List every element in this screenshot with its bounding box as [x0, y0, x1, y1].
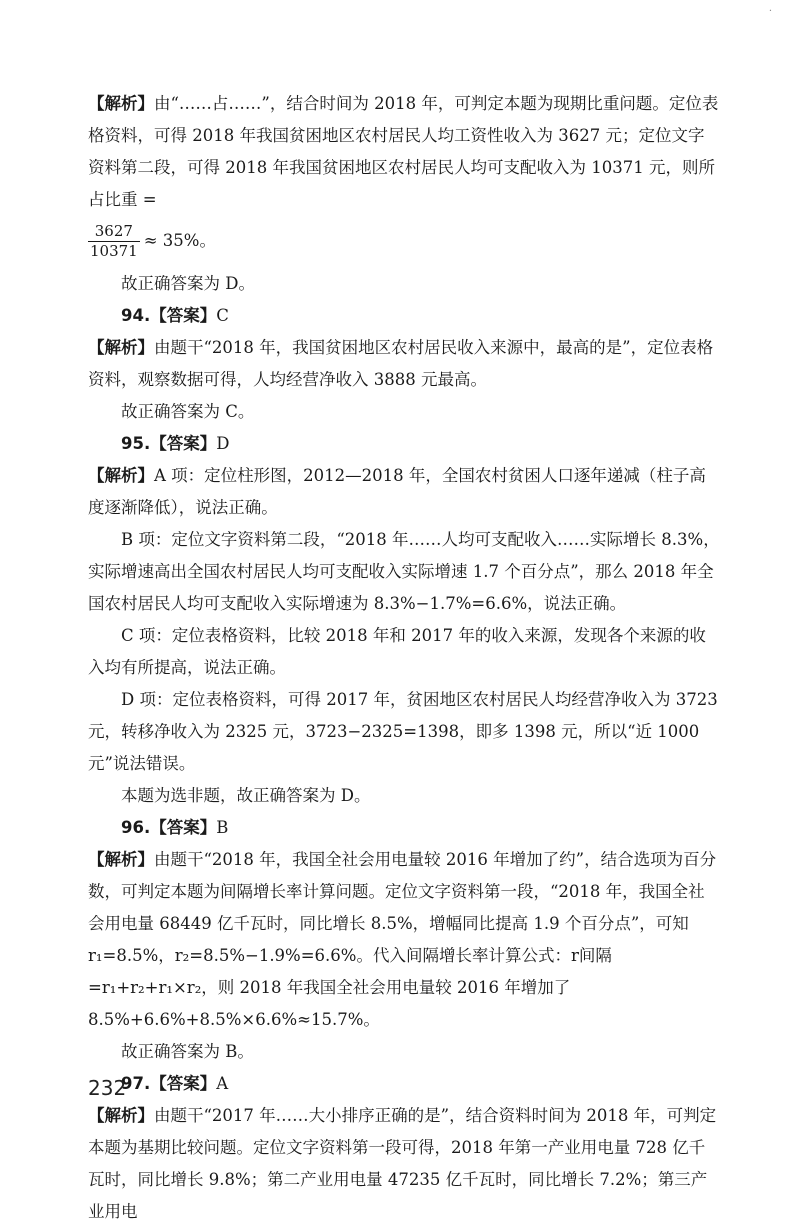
answer-label: 95.【答案】: [121, 434, 217, 453]
analysis-paragraph-96: [88, 844, 720, 1036]
analysis-text-a: A 项：定位柱形图，2012—2018 年，全国农村贫困人口逐年递减（柱子高度逐渐降低），说法正确。: [88, 466, 706, 517]
analysis-label: 【解析】: [88, 338, 154, 357]
answer-96: [88, 812, 720, 844]
answer-label: 96.【答案】: [121, 818, 217, 837]
analysis-text-d: D 项：定位表格资料，可得 2017 年，贫困地区农村居民人均经营净收入为 3723 元，转移净收入为 2325 元，3723−2325=1398，即多 1398 元，所以“近 1000 元”说法错误。: [88, 690, 718, 773]
analysis-text-c: C 项：定位表格资料，比较 2018 年和 2017 年的收入来源，发现各个来源的收入均有所提高，说法正确。: [88, 626, 706, 677]
fraction-result: ≈ 35%。: [143, 231, 216, 250]
analysis-paragraph-97: [88, 1100, 720, 1228]
analysis-paragraph-93: [88, 88, 720, 216]
answer-95: [88, 428, 720, 460]
analysis-label: 【解析】: [88, 850, 154, 869]
conclusion-94: 故正确答案为 C。: [121, 402, 255, 421]
analysis-paragraph-95: [88, 460, 720, 524]
analysis-text: 由题干“2018 年，我国贫困地区农村居民收入来源中，最高的是”，定位表格资料，观察数据可得，人均经营净收入 3888 元最高。: [88, 338, 714, 389]
corner-mark: ·: [768, 6, 772, 17]
analysis-label: 【解析】: [88, 94, 154, 113]
fraction-numerator: 3627: [94, 221, 133, 240]
ratio-formula: [88, 218, 720, 264]
fraction: [88, 222, 140, 261]
analysis-text: 由题干“2017 年……大小排序正确的是”，结合资料时间为 2018 年，可判定本题为基期比较问题。定位文字资料第一段可得，2018 年第一产业用电量 728 亿千瓦时，同比增长 9.8%；第二产业用电量 47235 亿千瓦时，同比增长 7.2%；第三产业用电: [88, 1106, 717, 1221]
conclusion-95: 本题为选非题，故正确答案为 D。: [121, 786, 371, 805]
answer-label: 94.【答案】: [121, 306, 217, 325]
conclusion-96: 故正确答案为 B。: [121, 1042, 254, 1061]
analysis-text-b: B 项：定位文字资料第二段，“2018 年……人均可支配收入……实际增长 8.3%，实际增速高出全国农村居民人均可支配收入实际增速 1.7 个百分点”，那么 2018 年全国农村居民人均可支配收入实际增速为 8.3%−1.7%=6.6%，说法正确。: [88, 530, 720, 613]
answer-label: 97.【答案】: [121, 1074, 217, 1093]
page-number: 232: [88, 1076, 127, 1100]
conclusion-93: 故正确答案为 D。: [121, 274, 255, 293]
analysis-label: 【解析】: [88, 466, 154, 485]
answer-value: C: [216, 306, 229, 325]
fraction-denominator: 10371: [90, 241, 138, 260]
analysis-text: 由“……占……”，结合时间为 2018 年，可判定本题为现期比重问题。定位表格资料，可得 2018 年我国贫困地区农村居民人均工资性收入为 3627 元；定位文字资料第二段，可得 2018 年我国贫困地区农村居民人均可支配收入为 10371 元，则所占比重 =: [88, 94, 719, 209]
document-page: [88, 88, 720, 1228]
analysis-label: 【解析】: [88, 1106, 154, 1125]
answer-97: [88, 1068, 720, 1100]
answer-value: D: [216, 434, 230, 453]
analysis-paragraph-94: [88, 332, 720, 396]
answer-value: A: [216, 1074, 229, 1093]
analysis-text: 由题干“2018 年，我国全社会用电量较 2016 年增加了约”，结合选项为百分数，可判定本题为间隔增长率计算问题。定位文字资料第一段，“2018 年，我国全社会用电量 68449 亿千瓦时，同比增长 8.5%，增幅同比提高 1.9 个百分点”，可知 r₁=8.5%，r₂=8.5%−1.9%=6.6%。代入间隔增长率计算公式：r间隔=r₁+r₂+r₁×r₂，则 2018 年我国全社会用电量较 2016 年增加了 8.5%+6.6%+8.5%×6.6%≈15.7%。: [88, 850, 717, 1029]
answer-94: [88, 300, 720, 332]
answer-value: B: [216, 818, 229, 837]
